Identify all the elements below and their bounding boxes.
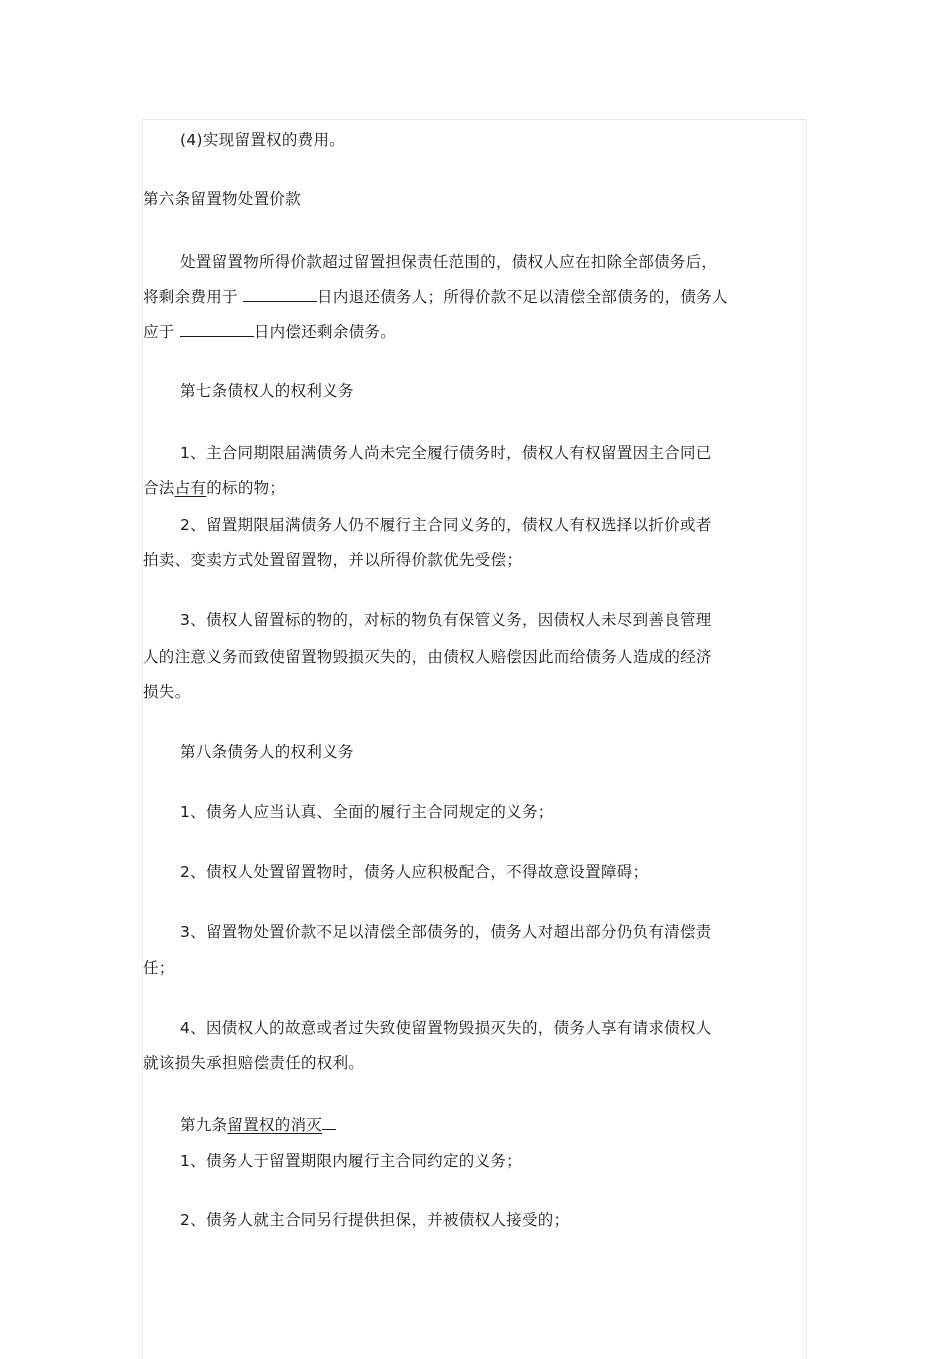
article-8-item-1: 1、债务人应当认真、全面的履行主合同规定的义务； (180, 803, 554, 821)
article-9-title-underlined: 留置权的消灭 (227, 1116, 323, 1134)
article-8-title: 第八条债务人的权利义务 (180, 743, 354, 761)
fill-blank-days-refund (243, 286, 317, 302)
article-7-title: 第七条债权人的权利义务 (180, 382, 354, 400)
underlined-term-possession: 占有 (174, 479, 207, 497)
article-7-item-3-line-1: 3、债权人留置标的物的，对标的物负有保管义务，因债权人未尽到善良管理 (180, 611, 712, 629)
article-7-item-2-line-2: 拍卖、变卖方式处置留置物，并以所得价款优先受偿； (143, 551, 523, 569)
article-6-para-line-3 (143, 321, 396, 342)
article-9-title (180, 1114, 336, 1135)
article-7-item-1-line-2 (143, 478, 285, 498)
article-7-item-3-line-3: 损失。 (143, 683, 191, 701)
fill-blank-days-repay (180, 321, 254, 337)
article-7-item-1-line-1: 1、主合同期限届满债务人尚未完全履行债务时，债权人有权留置因主合同已 (180, 444, 712, 462)
article-6-para-line-2 (143, 286, 728, 307)
article-6-para-line-1: 处置留置物所得价款超过留置担保责任范围的，债权人应在扣除全部债务后， (180, 253, 718, 271)
article-8-item-2: 2、债权人处置留置物时，债务人应积极配合，不得故意设置障碍； (180, 863, 649, 881)
item-4: (4)实现留置权的费用。 (180, 131, 346, 149)
article-8-item-4-line-1: 4、因债权人的故意或者过失致使留置物毁损灭失的，债务人享有请求债权人 (180, 1019, 712, 1037)
article-7-item-3-line-2: 人的注意义务而致使留置物毁损灭失的，由债权人赔偿因此而给债务人造成的经济 (143, 648, 712, 666)
article-9-title-trailing-underline (322, 1114, 336, 1130)
article-8-item-4-line-2: 就该损失承担赔偿责任的权利。 (143, 1054, 365, 1072)
article-8-item-3-line-1: 3、留置物处置价款不足以清偿全部债务的，债务人对超出部分仍负有清偿责 (180, 923, 712, 941)
article-6-para-line-3-end: 日内偿还剩余债务。 (253, 323, 397, 341)
article-6-para-line-2-start: 将剩余费用于 (143, 288, 244, 306)
article-6-para-line-2-end: 日内退还债务人；所得价款不足以清偿全部债务的，债务人 (317, 288, 728, 306)
article-8-item-3-line-2: 任； (143, 959, 175, 977)
article-9-title-number: 第九条 (180, 1116, 228, 1134)
article-6-title: 第六条留置物处置价款 (143, 190, 302, 208)
article-7-item-2-line-1: 2、留置期限届满债务人仍不履行主合同义务的，债权人有权选择以折价或者 (180, 516, 712, 534)
article-9-item-1: 1、债务人于留置期限内履行主合同约定的义务； (180, 1152, 522, 1170)
article-7-item-1-line-2-start: 合法 (143, 479, 175, 497)
article-6-para-line-3-start: 应于 (143, 323, 180, 341)
article-7-item-1-line-2-end: 的标的物； (206, 479, 286, 497)
article-9-item-2: 2、债务人就主合同另行提供担保，并被债权人接受的； (180, 1211, 570, 1229)
